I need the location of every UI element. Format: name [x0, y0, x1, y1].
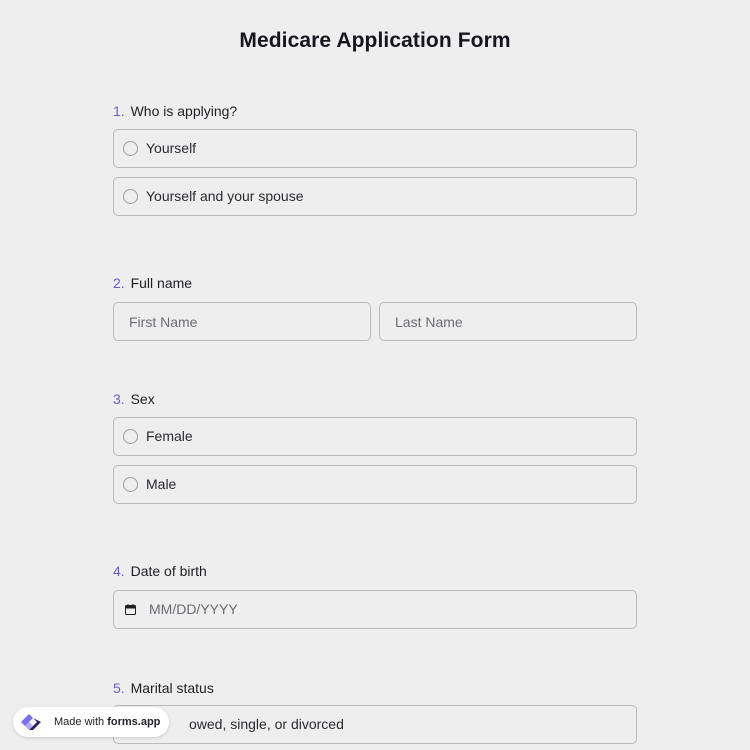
radio-icon[interactable]: [123, 141, 138, 156]
option-label: Yourself and your spouse: [146, 188, 304, 204]
radio-icon[interactable]: [123, 189, 138, 204]
option-widowed-single-divorced[interactable]: [113, 705, 637, 744]
question-number: 1.: [113, 103, 125, 119]
question-text: Full name: [130, 275, 193, 291]
question-number: 4.: [113, 563, 125, 579]
question-text: Who is applying?: [130, 103, 238, 119]
badge-text: [54, 707, 160, 737]
made-with-forms-app-badge[interactable]: [13, 707, 169, 737]
question-number: 2.: [113, 275, 125, 291]
first-name-input[interactable]: [113, 302, 371, 341]
question-label: [113, 562, 637, 580]
option-yourself[interactable]: [113, 129, 637, 168]
option-male[interactable]: [113, 465, 637, 504]
question-label: [113, 679, 637, 697]
calendar-icon[interactable]: [125, 604, 136, 615]
option-female[interactable]: [113, 417, 637, 456]
badge-prefix: Made with: [54, 716, 105, 728]
radio-icon[interactable]: [123, 477, 138, 492]
last-name-input[interactable]: [379, 302, 637, 341]
radio-icon[interactable]: [123, 429, 138, 444]
question-sex: [113, 390, 637, 492]
badge-brand: forms.app: [107, 716, 161, 728]
question-date-of-birth: [113, 562, 637, 617]
question-label: [113, 390, 637, 408]
question-text: Sex: [130, 391, 155, 407]
question-label: [113, 274, 637, 292]
option-label: Male: [146, 476, 177, 492]
option-yourself-and-spouse[interactable]: [113, 177, 637, 216]
option-label: owed, single, or divorced: [189, 716, 344, 732]
question-text: Marital status: [130, 680, 214, 696]
date-placeholder: MM/DD/YYYY: [149, 601, 238, 617]
question-label: [113, 102, 637, 120]
question-text: Date of birth: [130, 563, 207, 579]
option-label: Yourself: [146, 140, 197, 156]
question-number: 3.: [113, 391, 125, 407]
question-full-name: [113, 274, 637, 292]
question-who-is-applying: [113, 102, 637, 204]
option-label: Female: [146, 428, 193, 444]
forms-app-logo-icon: [19, 710, 43, 734]
form-title: Medicare Application Form: [239, 29, 511, 52]
date-of-birth-input[interactable]: [113, 590, 637, 629]
question-number: 5.: [113, 680, 125, 696]
